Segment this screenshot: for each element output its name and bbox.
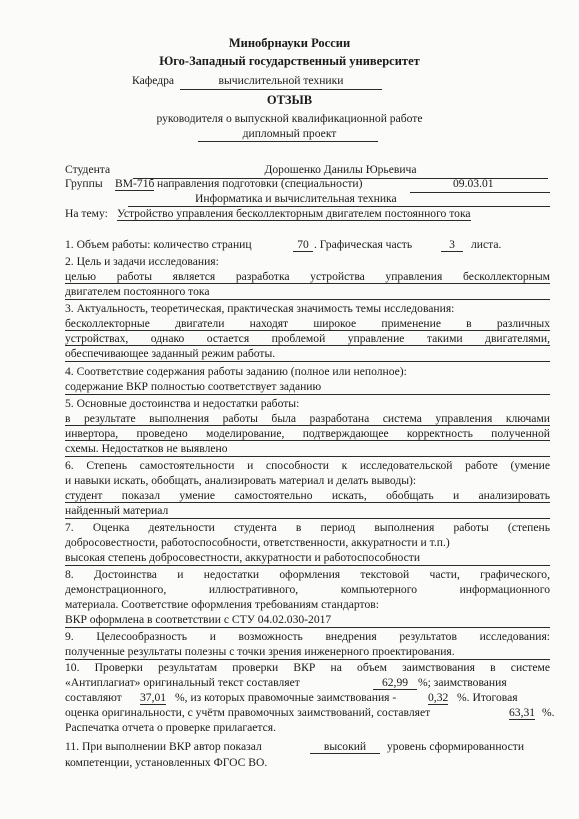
student-label: Студента (65, 163, 111, 176)
item6-line3: студент показал умение самостоятельно искать, обобщать и анализировать (65, 489, 550, 502)
item4-line1-underline (65, 394, 550, 395)
item7-line3-underline (65, 565, 550, 566)
item4-line1: содержание ВКР полностью соответствует заданию (65, 380, 322, 393)
item10-line4-end: %. (542, 706, 555, 719)
item11-line2: компетенции, установленных ФГОС ВО. (65, 756, 268, 769)
item6-line1: 6. Степень самостоятельности и способности к исследовательской работе (умение (65, 459, 550, 472)
topic-label: На тему: (65, 207, 108, 220)
direction-code: 09.03.01 (453, 177, 494, 190)
item11-end: уровень сформированности (387, 740, 525, 753)
group-label: Группы (65, 177, 103, 190)
item3-line3: обеспечивающее заданный режим работы. (65, 347, 276, 360)
document-title: ОТЗЫВ (266, 93, 313, 107)
item2-line2-underline (65, 299, 550, 300)
item3-label: 3. Актуальность, теоретическая, практическая значимость темы исследования: (65, 302, 455, 315)
item9-line1: 9. Целесообразность и возможность внедрения результатов исследования: (65, 630, 550, 643)
item2-label: 2. Цель и задачи исследования: (65, 255, 219, 268)
item8-line1: 8. Достоинства и недостатки оформления текстовой части, графического, (65, 568, 550, 581)
item6-line4: найденный материал (65, 504, 169, 517)
original-percent: 62,99 (373, 676, 417, 690)
item7-line2: добросовестности, работоспособности, ответственности, аккуратности и т.п.) (65, 536, 450, 549)
item10-line2-start: «Антиплагиат» оригинальный текст составляет (65, 676, 300, 689)
borrowed-percent: 37,01 (140, 691, 167, 704)
item10-line1: 10. Проверки результатам проверки ВКР на объем заимствования в системе (65, 661, 550, 674)
item2-line1: целью работы является разработка устройства управления бесколлекторным (65, 270, 550, 283)
item8-line4: ВКР оформлена в соответствии с СТУ 04.02.030-2017 (65, 613, 332, 626)
department-value: вычислительной техники (218, 74, 344, 87)
item10-line5: Распечатка отчета о проверке прилагается. (65, 721, 276, 734)
item5-line1: в результате выполнения работы была разработана система управления ключами (65, 412, 550, 425)
item5-line3-underline (65, 456, 550, 457)
competence-level: высокий (310, 740, 380, 754)
item7-line1: 7. Оценка деятельности студента в период выполнения работы (степень (65, 521, 550, 534)
work-type-underline (198, 141, 378, 142)
page-count: 70 (293, 238, 313, 252)
item2-line2: двигателем постоянного тока (65, 285, 210, 298)
item8-line2: демонстрационного, иллюстративного, компьютерного информационного (65, 583, 550, 596)
item8-line3: материала. Соответствие оформления требованиям стандартов: (65, 598, 379, 611)
item3-line1: бесколлекторные двигатели находят широкое применение в различных (65, 317, 550, 330)
final-originality: 63,31 (509, 706, 536, 719)
item5-line2: инвертора, проведено моделирование, подтверждающее корректность полученной (65, 427, 550, 440)
department-underline (180, 89, 382, 90)
item10-line4-start: оценка оригинальности, с учётм правомочных заимствований, составляет (65, 706, 431, 719)
university-name: Юго-Западный государственный университет (159, 54, 420, 68)
direction-label: направления подготовки (специальности) (157, 177, 363, 190)
document-subtitle: руководителя о выпускной квалификационной работе (156, 112, 423, 125)
item9-line2-underline (65, 659, 550, 660)
work-type: дипломный проект (242, 127, 337, 140)
item5-line3: схемы. Недостатков не выявлено (65, 442, 228, 455)
item8-line4-underline (65, 627, 550, 628)
department-label: Кафедра (132, 74, 175, 87)
item10-line3-end: %. Итоговая (457, 691, 518, 704)
item11-start: 11. При выполнении ВКР автор показал (65, 740, 262, 753)
specialty-name: Информатика и вычислительная техника (195, 192, 397, 205)
item5-label: 5. Основные достоинства и недостатки работы: (65, 397, 300, 410)
item9-line2: полученные результаты полезны с точки зрения инженерного проектирования. (65, 645, 455, 658)
topic-value: Устройство управления бесколлекторным двигателем постоянного тока (117, 207, 471, 220)
item6-line4-underline (65, 518, 550, 519)
item4-label: 4. Соответствие содержания работы заданию (полное или неполное): (65, 365, 407, 378)
graphic-part-label: . Графическая часть (314, 238, 413, 251)
ministry-name: Минобрнауки России (228, 36, 351, 50)
sheet-count: 3 (441, 238, 463, 252)
item10-line3-start: составляют (65, 691, 122, 704)
item7-line3: высокая степень добросовестности, аккуратности и работоспособности (65, 551, 421, 564)
sheets-label: листа. (471, 238, 502, 251)
code-underline (410, 192, 550, 193)
item6-line2: и навыки искать, обобщать, анализировать материал и делать выводы): (65, 474, 417, 487)
item10-line2-end: %; заимствования (418, 676, 507, 689)
student-name: Дорошенко Данилы Юрьевича (264, 163, 417, 176)
item10-line3-mid: %, из которых правомочные заимствования - (175, 691, 397, 704)
legit-borrow-percent: 0,32 (428, 691, 449, 704)
item1-label: 1. Объем работы: количество страниц (65, 238, 252, 251)
item3-line3-underline (65, 361, 550, 362)
group-value: ВМ-71б (115, 177, 155, 190)
item3-line2: устройствах, однако остается проблемой управление такими двигателями, (65, 332, 550, 345)
